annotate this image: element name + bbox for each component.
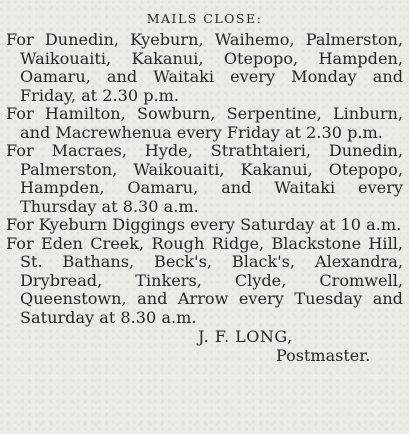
signature-name: J. F. LONG, [198, 327, 293, 346]
mail-entry-macraes: For Macraes, Hyde, Strathtaieri, Dunedin, Palmerston, Waikouaiti, Kakanui, Otepopo, Hampden, Oamaru, and Waitaki every Thursday at 8.30 a.m. [6, 141, 403, 216]
mail-entry-hamilton: For Hamilton, Sowburn, Serpentine, Linburn, and Macrewhenua every Friday at 2.30 p.m. [6, 104, 403, 142]
mail-entry-dunedin: For Dunedin, Kyeburn, Waihemo, Palmerston, Waikouaiti, Kakanui, Otepopo, Hampden, Oamaru, and Waitaki every Monday and Friday, at 2.30 p.m. [6, 30, 403, 105]
mail-entry-eden-creek: For Eden Creek, Rough Ridge, Blackstone Hill, St. Bathans, Beck's, Black's, Alexandra, Drybread, Tinkers, Clyde, Cromwell, Queenstown, and Arrow every Tuesday and Saturday at 8.30 a.m. [6, 233, 403, 327]
notice-heading: MAILS CLOSE: [146, 11, 263, 26]
mail-entry-kyeburn-diggings: For Kyeburn Diggings every Saturday at 10 a.m. [6, 215, 402, 234]
signature-title: Postmaster. [276, 346, 371, 365]
